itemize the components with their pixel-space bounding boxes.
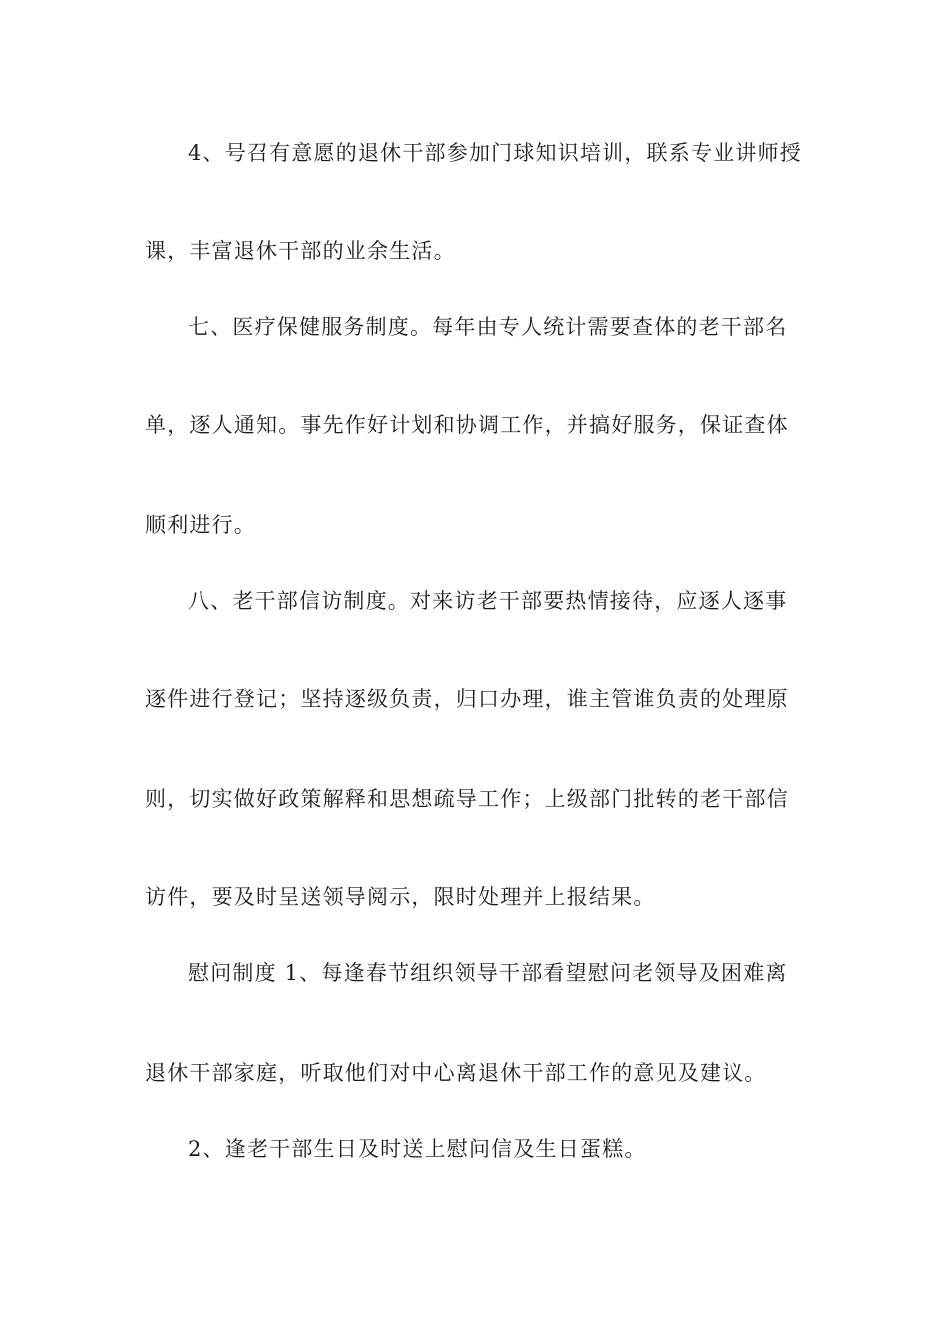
- paragraph-line: 访件，要及时呈送领导阅示，限时处理并上报结果。: [145, 885, 656, 909]
- paragraph-line: 八、老干部信访制度。对来访老干部要热情接待，应逐人逐事: [188, 589, 788, 613]
- paragraph-line: 顺利进行。: [145, 513, 256, 537]
- paragraph-line: 则，切实做好政策解释和思想疏导工作；上级部门批转的老干部信: [145, 787, 789, 811]
- paragraph-line: 七、医疗保健服务制度。每年由专人统计需要查体的老干部名: [188, 315, 788, 339]
- paragraph-line: 2、逢老干部生日及时送上慰问信及生日蛋糕。: [188, 1137, 647, 1161]
- paragraph-line: 慰问制度 1、每逢春节组织领导干部看望慰问老领导及困难离: [188, 961, 788, 985]
- paragraph-line: 4、号召有意愿的退休干部参加门球知识培训，联系专业讲师授: [188, 141, 802, 165]
- paragraph-line: 课，丰富退休干部的业余生活。: [145, 239, 456, 263]
- paragraph-line: 逐件进行登记；坚持逐级负责，归口办理，谁主管谁负责的处理原: [145, 687, 789, 711]
- paragraph-line: 单，逐人通知。事先作好计划和协调工作，并搞好服务，保证查体: [145, 413, 789, 437]
- paragraph-line: 退休干部家庭，听取他们对中心离退休干部工作的意见及建议。: [145, 1061, 767, 1085]
